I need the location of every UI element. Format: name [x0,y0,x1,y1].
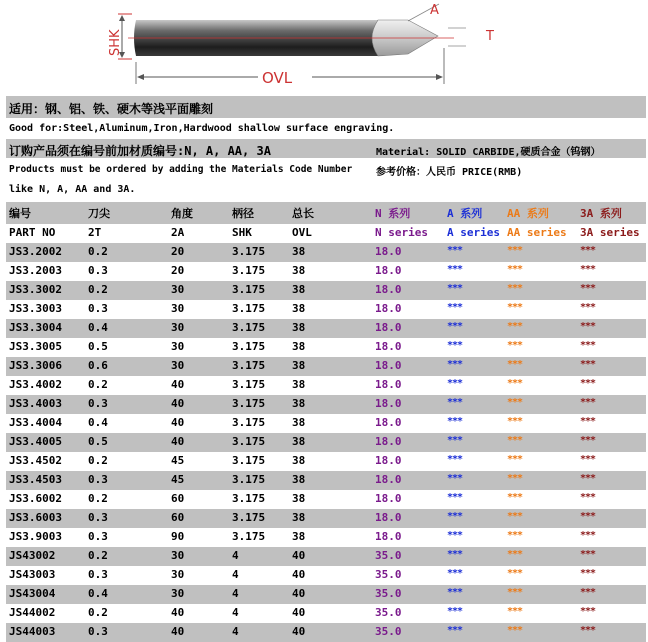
cell-aa: *** [507,378,523,389]
cell-part: JS3.4502 [9,454,62,467]
shk-label: SHK [108,29,123,56]
cell-aa: *** [507,245,523,256]
table-row [6,490,646,509]
cell-n: 35.0 [375,606,402,619]
cell-part: JS3.2002 [9,245,62,258]
cell-shk: 3.175 [232,302,266,315]
cell-ovl: 38 [292,530,306,543]
order-zh-text: 订购产品须在编号前加材质编号:N, A, AA, 3A [9,144,271,158]
cell-ovl: 38 [292,378,306,391]
cell-shk: 3.175 [232,530,266,543]
col-n-series: N 系列 [375,207,411,220]
cell-ovl: 38 [292,416,306,429]
cell-a: *** [447,492,463,503]
cell-n: 18.0 [375,435,402,448]
cell-a: *** [447,606,463,617]
cell-part: JS3.3003 [9,302,62,315]
cell-shk: 3.175 [232,454,266,467]
cell-n: 18.0 [375,397,402,410]
cell-shk: 4 [232,549,239,562]
cell-n: 18.0 [375,264,402,277]
col-angle: 角度 [171,207,193,220]
col-shk-en: SHK [232,226,252,239]
col-part-en: PART NO [9,226,56,239]
cell-ovl: 38 [292,492,306,505]
cell-tip: 0.3 [88,530,108,543]
cell-part: JS44002 [9,606,56,619]
cell-x3a: *** [580,625,596,636]
cell-x3a: *** [580,530,596,541]
col-3a-series-en: 3A series [580,226,640,239]
cell-ovl: 38 [292,359,306,372]
cell-n: 18.0 [375,359,402,372]
cell-x3a: *** [580,321,596,332]
cell-tip: 0.3 [88,568,108,581]
cell-a: *** [447,416,463,427]
cell-x3a: *** [580,492,596,503]
cell-shk: 3.175 [232,492,266,505]
cell-shk: 3.175 [232,245,266,258]
table-header-zh [6,202,646,224]
cell-angle: 45 [171,473,185,486]
table-row [6,395,646,414]
cell-n: 18.0 [375,321,402,334]
cell-shk: 4 [232,625,239,638]
table-row [6,338,646,357]
cell-tip: 0.2 [88,454,108,467]
cell-tip: 0.2 [88,549,108,562]
cell-n: 18.0 [375,416,402,429]
table-row [6,471,646,490]
table-row [6,452,646,471]
table-row [6,566,646,585]
cell-a: *** [447,549,463,560]
cell-n: 18.0 [375,473,402,486]
cell-aa: *** [507,549,523,560]
cell-a: *** [447,245,463,256]
cell-ovl: 38 [292,473,306,486]
cell-angle: 40 [171,397,185,410]
cell-tip: 0.4 [88,587,108,600]
cell-x3a: *** [580,587,596,598]
cell-x3a: *** [580,435,596,446]
cell-x3a: *** [580,549,596,560]
cell-n: 18.0 [375,378,402,391]
cell-a: *** [447,473,463,484]
cell-a: *** [447,264,463,275]
cell-shk: 3.175 [232,321,266,334]
cell-shk: 3.175 [232,435,266,448]
cell-x3a: *** [580,397,596,408]
cell-tip: 0.5 [88,435,108,448]
table-row [6,623,646,642]
cell-tip: 0.3 [88,473,108,486]
col-ovl: 总长 [292,207,314,220]
cell-tip: 0.4 [88,416,108,429]
col-tip: 刀尖 [88,207,110,220]
cell-aa: *** [507,492,523,503]
cell-tip: 0.3 [88,397,108,410]
cell-angle: 45 [171,454,185,467]
cell-a: *** [447,302,463,313]
cell-part: JS3.6002 [9,492,62,505]
cell-ovl: 38 [292,435,306,448]
cell-x3a: *** [580,340,596,351]
cell-angle: 60 [171,492,185,505]
cell-aa: *** [507,473,523,484]
cell-x3a: *** [580,378,596,389]
cell-a: *** [447,340,463,351]
cell-part: JS3.3006 [9,359,62,372]
cell-part: JS3.3002 [9,283,62,296]
cell-ovl: 38 [292,283,306,296]
cell-shk: 3.175 [232,511,266,524]
cell-part: JS3.9003 [9,530,62,543]
price-text: 参考价格：人民币 PRICE(RMB) [376,167,523,178]
cell-x3a: *** [580,302,596,313]
table-row [6,433,646,452]
cell-n: 18.0 [375,492,402,505]
table-row [6,357,646,376]
cell-n: 18.0 [375,511,402,524]
cell-x3a: *** [580,359,596,370]
col-part: 编号 [9,207,31,220]
cell-n: 35.0 [375,568,402,581]
order-en-text-2: like N, A, AA and 3A. [9,184,136,195]
cell-x3a: *** [580,264,596,275]
cell-a: *** [447,397,463,408]
cell-x3a: *** [580,606,596,617]
cell-angle: 40 [171,378,185,391]
cell-aa: *** [507,397,523,408]
cell-angle: 40 [171,435,185,448]
table-row [6,547,646,566]
cell-shk: 4 [232,606,239,619]
col-a-series-en: A series [447,226,500,239]
cell-a: *** [447,435,463,446]
cell-shk: 3.175 [232,416,266,429]
cell-angle: 30 [171,359,185,372]
cell-a: *** [447,568,463,579]
cell-part: JS3.6003 [9,511,62,524]
cell-part: JS3.2003 [9,264,62,277]
cell-aa: *** [507,264,523,275]
cell-shk: 3.175 [232,359,266,372]
col-ovl-en: OVL [292,226,312,239]
cell-ovl: 38 [292,340,306,353]
cell-tip: 0.2 [88,606,108,619]
cell-aa: *** [507,530,523,541]
cell-a: *** [447,359,463,370]
cell-a: *** [447,530,463,541]
cell-tip: 0.5 [88,340,108,353]
cell-n: 18.0 [375,454,402,467]
cell-ovl: 40 [292,587,306,600]
cell-part: JS3.4503 [9,473,62,486]
cell-tip: 0.4 [88,321,108,334]
tip-label: T [486,29,494,44]
cell-a: *** [447,625,463,636]
cell-a: *** [447,587,463,598]
cell-ovl: 40 [292,606,306,619]
cell-a: *** [447,454,463,465]
col-angle-en: 2A [171,226,185,239]
cell-aa: *** [507,416,523,427]
col-3a-series: 3A 系列 [580,207,622,220]
cell-angle: 40 [171,416,185,429]
cell-angle: 30 [171,321,185,334]
cell-x3a: *** [580,283,596,294]
cell-aa: *** [507,359,523,370]
cell-shk: 3.175 [232,340,266,353]
cell-aa: *** [507,587,523,598]
cell-part: JS3.3005 [9,340,62,353]
cell-n: 35.0 [375,625,402,638]
cell-x3a: *** [580,511,596,522]
cell-angle: 90 [171,530,185,543]
cell-aa: *** [507,625,523,636]
cell-tip: 0.2 [88,378,108,391]
table-row [6,243,646,262]
angle-label: A [430,3,439,18]
cell-ovl: 40 [292,549,306,562]
cell-angle: 40 [171,606,185,619]
cell-tip: 0.3 [88,302,108,315]
cell-ovl: 38 [292,302,306,315]
cell-ovl: 38 [292,264,306,277]
col-tip-en: 2T [88,226,102,239]
cell-aa: *** [507,511,523,522]
table-row [6,585,646,604]
cell-tip: 0.3 [88,264,108,277]
cell-n: 35.0 [375,587,402,600]
cell-angle: 40 [171,625,185,638]
cell-tip: 0.6 [88,359,108,372]
cell-n: 18.0 [375,340,402,353]
cell-shk: 3.175 [232,378,266,391]
cell-x3a: *** [580,245,596,256]
cell-ovl: 40 [292,568,306,581]
cell-ovl: 38 [292,511,306,524]
applies-text: 适用：钢、铝、铁、硬木等浅平面雕刻 [9,102,214,116]
cell-part: JS43003 [9,568,56,581]
cell-aa: *** [507,283,523,294]
table-row [6,604,646,623]
table-row [6,281,646,300]
cell-angle: 30 [171,340,185,353]
cell-x3a: *** [580,454,596,465]
cell-angle: 30 [171,568,185,581]
cell-tip: 0.3 [88,625,108,638]
cell-tip: 0.3 [88,511,108,524]
cell-n: 35.0 [375,549,402,562]
table-header-en [6,224,646,243]
cell-n: 18.0 [375,283,402,296]
cell-aa: *** [507,302,523,313]
cell-part: JS43002 [9,549,56,562]
cell-ovl: 38 [292,454,306,467]
ovl-label: OVL [262,69,293,87]
cell-tip: 0.2 [88,492,108,505]
cell-angle: 20 [171,245,185,258]
cell-shk: 3.175 [232,397,266,410]
cell-shk: 4 [232,587,239,600]
table-row [6,300,646,319]
cell-aa: *** [507,568,523,579]
cell-ovl: 40 [292,625,306,638]
cell-part: JS44003 [9,625,56,638]
table-row [6,528,646,547]
cell-part: JS3.4003 [9,397,62,410]
cell-n: 18.0 [375,530,402,543]
col-a-series: A 系列 [447,207,483,220]
table-row [6,262,646,281]
col-n-series-en: N series [375,226,428,239]
cell-a: *** [447,511,463,522]
cell-n: 18.0 [375,245,402,258]
cell-aa: *** [507,321,523,332]
cell-tip: 0.2 [88,283,108,296]
table-row [6,414,646,433]
cell-angle: 30 [171,283,185,296]
engraving-bit-diagram [108,0,508,92]
cell-part: JS3.3004 [9,321,62,334]
cell-a: *** [447,378,463,389]
cell-angle: 20 [171,264,185,277]
cell-aa: *** [507,454,523,465]
cell-a: *** [447,321,463,332]
col-shk: 柄径 [232,207,254,220]
material-text: Material: SOLID CARBIDE,硬质合金（钨钢） [376,147,601,158]
cell-aa: *** [507,340,523,351]
col-aa-series: AA 系列 [507,207,549,220]
cell-angle: 60 [171,511,185,524]
table-row [6,376,646,395]
cell-ovl: 38 [292,321,306,334]
cell-shk: 3.175 [232,473,266,486]
cell-aa: *** [507,606,523,617]
cell-aa: *** [507,435,523,446]
cell-shk: 3.175 [232,264,266,277]
col-aa-series-en: AA series [507,226,567,239]
cell-shk: 3.175 [232,283,266,296]
cell-ovl: 38 [292,245,306,258]
cell-x3a: *** [580,473,596,484]
cell-part: JS3.4005 [9,435,62,448]
cell-shk: 4 [232,568,239,581]
table-row [6,509,646,528]
cell-a: *** [447,283,463,294]
cell-part: JS3.4004 [9,416,62,429]
cell-ovl: 38 [292,397,306,410]
order-en-text-1: Products must be ordered by adding the Materials Code Number [9,164,353,175]
cell-part: JS3.4002 [9,378,62,391]
cell-n: 18.0 [375,302,402,315]
cell-angle: 30 [171,587,185,600]
cell-part: JS43004 [9,587,56,600]
cell-x3a: *** [580,568,596,579]
good-for-text: Good for:Steel,Aluminum,Iron,Hardwood shallow surface engraving. [9,123,395,134]
cell-angle: 30 [171,302,185,315]
cell-tip: 0.2 [88,245,108,258]
cell-angle: 30 [171,549,185,562]
cell-x3a: *** [580,416,596,427]
table-row [6,319,646,338]
